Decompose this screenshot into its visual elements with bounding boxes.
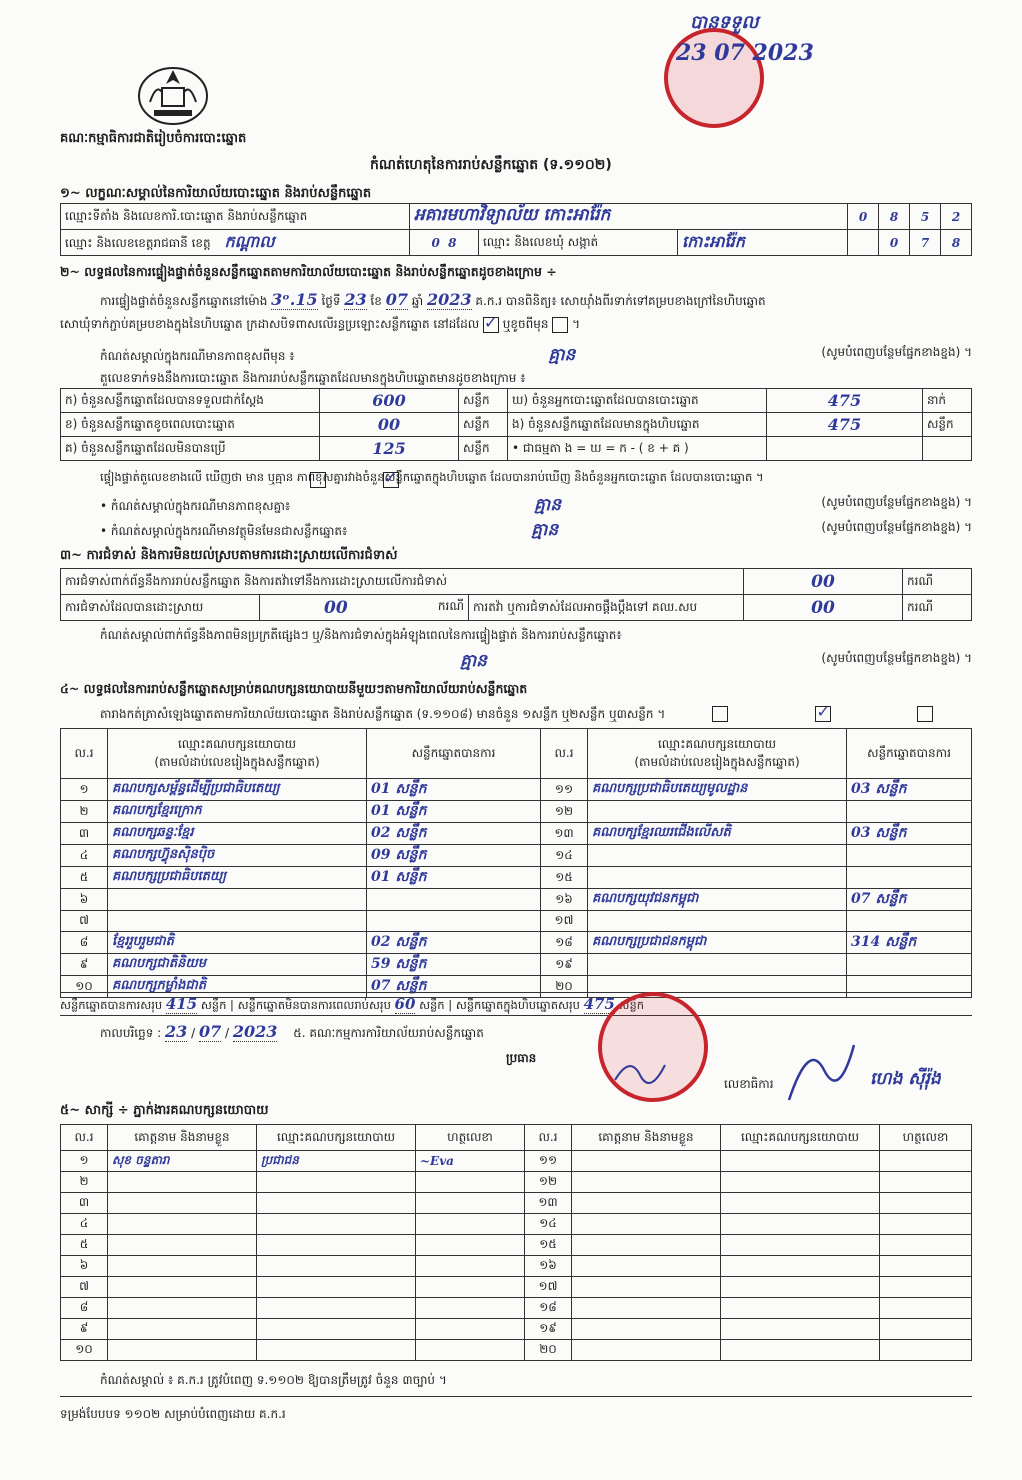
objection-row2-value: 00 <box>324 597 348 618</box>
witness-party <box>721 1298 880 1319</box>
witness-row <box>61 1235 972 1256</box>
result-no: ១៨ <box>541 932 588 954</box>
result-party <box>588 954 847 976</box>
compare-line <box>100 470 764 487</box>
total-unit: សន្លឹក <box>618 998 645 1012</box>
witness-party: ប្រជាជន <box>257 1151 416 1172</box>
witness-party <box>257 1214 416 1235</box>
result-votes: 07 សន្លឹក <box>367 976 541 998</box>
invalid-value: 60 <box>394 995 416 1013</box>
result-no: ១១ <box>541 779 588 801</box>
note2-suffix: (សូមបំពេញបន្ថែមផ្នែកខាងខ្នង) ។ <box>821 495 972 509</box>
result-no: ២ <box>61 801 108 823</box>
objection-row1-value: 00 <box>744 569 903 595</box>
result-no: ៦ <box>61 889 108 911</box>
objection-unit: ករណី <box>903 595 972 621</box>
witness-no: ១១ <box>525 1151 572 1172</box>
figure-left-unit: សន្លឹក <box>459 413 508 437</box>
valid-label: សន្លឹកឆ្នោតបានការសរុប <box>60 998 163 1012</box>
no-difference-checkbox[interactable] <box>383 472 399 488</box>
month-label: ខែ <box>370 294 382 308</box>
witness-name <box>572 1151 721 1172</box>
chair-signature-icon <box>610 1050 670 1090</box>
figure-right-label: ឃ) ចំនួនអ្នកបោះឆ្នោតដែលបានបោះឆ្នោត <box>508 389 767 413</box>
witness-party <box>721 1172 880 1193</box>
committee-name: គណៈកម្មាធិការជាតិរៀបចំការបោះឆ្នោត <box>60 131 247 146</box>
result-votes: 59 សន្លឹក <box>367 954 541 976</box>
witness-sign <box>416 1235 525 1256</box>
result-votes <box>847 911 972 932</box>
chair-label: ប្រធាន <box>506 1051 537 1065</box>
figure-left-label: គ) ចំនួនសន្លឹកឆ្នោតដែលមិនបានប្រើ <box>61 437 320 461</box>
figure-right-unit: នាក់ <box>923 389 972 413</box>
result-votes <box>847 801 972 823</box>
stamp-received-text: បានទទួល <box>690 12 759 33</box>
valid-unit: សន្លឹក <box>200 998 227 1012</box>
result-party: ខ្មែររួបរួមជាតិ <box>108 932 367 954</box>
w-col-sign: ហត្ថលេខា <box>880 1125 972 1151</box>
col-party: ឈ្មោះគណបក្សនយោបាយ <box>177 736 297 751</box>
col-party-sub: (តាមលំដាប់លេខរៀងក្នុងសន្លឹកឆ្នោត) <box>154 754 320 769</box>
witness-no: ១៥ <box>525 1235 572 1256</box>
section1-title: ១~ លក្ខណៈសម្គាល់នៃការិយាល័យបោះឆ្នោត និងរាប់សន្លឹកឆ្នោត <box>60 186 372 201</box>
result-party: គណបក្សហ៊្វុនស៊ិនប៉ិច <box>108 845 367 867</box>
note1-line <box>100 344 972 369</box>
result-row <box>61 801 972 823</box>
office-code-digit: 5 <box>910 204 941 230</box>
secretary-label: លេខាធិការ <box>724 1077 774 1091</box>
witness-no: ១ <box>61 1151 108 1172</box>
witness-party <box>257 1340 416 1361</box>
figure-right-value <box>767 437 923 461</box>
witness-sign <box>416 1256 525 1277</box>
seal-damaged-label: ឬខូចពីមុន <box>502 317 549 331</box>
witness-sign <box>416 1277 525 1298</box>
verify-suffix: គ.ក.រ បានពិនិត្យ៖ សោយ៉ាំងពីរទាក់ទៅគម្របខាងក្រៅនៃហិបឆ្នោត <box>475 294 766 308</box>
witness-sign <box>880 1277 972 1298</box>
result-votes: 02 សន្លឹក <box>367 823 541 845</box>
w-col-no: ល.រ <box>61 1125 108 1151</box>
col-votes: សន្លឹកឆ្នោតបានការ <box>847 729 972 779</box>
date-line: កាលបរិច្ឆេទ : 23 / 07 / 2023 ៥. គណៈកម្មការការិយាល័យរាប់សន្លឹកឆ្នោត <box>100 1022 484 1041</box>
figure-left-value: 00 <box>320 413 459 437</box>
witness-party <box>257 1319 416 1340</box>
office-label: ឈ្មោះទីតាំង និងលេខការិ.បោះឆ្នោត និងរាប់សន្លឹកឆ្នោត <box>61 204 410 230</box>
witness-name <box>108 1277 257 1298</box>
note2-value: គ្មាន <box>534 495 562 515</box>
figure-right-label: ង) ចំនួនសន្លឹកឆ្នោតដែលមានក្នុងហិបឆ្នោត <box>508 413 767 437</box>
note3-value: គ្មាន <box>531 520 559 540</box>
valid-value: 415 <box>165 995 198 1013</box>
witness-sign <box>880 1298 972 1319</box>
witness-party <box>721 1319 880 1340</box>
result-no: ១៦ <box>541 889 588 911</box>
result-votes <box>847 954 972 976</box>
witness-row <box>61 1193 972 1214</box>
witness-party <box>257 1298 416 1319</box>
witness-party <box>721 1214 880 1235</box>
section1-table <box>60 203 972 256</box>
witness-no: ៦ <box>61 1256 108 1277</box>
year-label: ឆ្នាំ <box>411 294 424 308</box>
witness-no: ៨ <box>61 1298 108 1319</box>
province-code-digit: 0 <box>431 235 440 250</box>
witness-party <box>257 1235 416 1256</box>
office-code-digit: 8 <box>879 204 910 230</box>
date-year: 2023 <box>232 1022 278 1041</box>
witness-sign <box>880 1193 972 1214</box>
result-no: ១០ <box>61 976 108 998</box>
figure-left-unit: សន្លឹក <box>459 437 508 461</box>
witness-sign <box>416 1340 525 1361</box>
figure-right-unit <box>923 437 972 461</box>
result-no: ៤ <box>61 845 108 867</box>
objection-note-value: គ្មាន <box>460 651 487 671</box>
witness-name <box>572 1340 721 1361</box>
seal-text: សោឃុំទាក់ភ្ជាប់គម្របខាងក្នុងនៃហិបឆ្នោត ក្រដាសបិទពាសលើរន្ធប្រឡោះសន្លឹកឆ្នោត នៅដដែល <box>60 317 480 331</box>
witness-name <box>572 1172 721 1193</box>
result-party: គណបក្សប្រជាធិបតេយ្យ <box>108 867 367 889</box>
result-party: គណបក្សប្រជាធិបតេយ្យមូលដ្ឋាន <box>588 779 847 801</box>
w-col-no: ល.រ <box>525 1125 572 1151</box>
witness-name <box>108 1172 257 1193</box>
witness-no: ១៤ <box>525 1214 572 1235</box>
form-footer: ទម្រង់បែបបទ ១១០២ សម្រាប់បំពេញដោយ គ.ក.រ <box>60 1407 286 1421</box>
w-col-party: ឈ្មោះគណបក្សនយោបាយ <box>257 1125 416 1151</box>
result-no: ៩ <box>61 954 108 976</box>
col-party-sub: (តាមលំដាប់លេខរៀងក្នុងសន្លឹកឆ្នោត) <box>634 754 800 769</box>
witness-name <box>572 1235 721 1256</box>
witness-sign: ~Eva <box>416 1151 525 1172</box>
result-votes <box>847 867 972 889</box>
verify-line <box>100 290 766 311</box>
result-no: ៥ <box>61 867 108 889</box>
result-party <box>588 867 847 889</box>
result-row <box>61 889 972 911</box>
objection-table <box>60 568 972 621</box>
witness-name <box>572 1319 721 1340</box>
date-label: កាលបរិច្ឆេទ <box>100 1026 154 1040</box>
secretary-name: ហេង ស៊ីរ៉ុង <box>870 1069 941 1089</box>
witness-name <box>572 1298 721 1319</box>
witness-sign <box>416 1319 525 1340</box>
witness-party <box>257 1277 416 1298</box>
footnote: កំណត់សម្គាល់ ៖ គ.ក.រ ត្រូវបំពេញ ទ.១១០២ ឱ្យបានត្រឹមត្រូវ ចំនួន ៣ច្បាប់ ។ <box>100 1373 447 1387</box>
col-party: ឈ្មោះគណបក្សនយោបាយ <box>657 736 777 751</box>
date-day: 23 <box>165 1022 188 1041</box>
witness-no: ២ <box>61 1172 108 1193</box>
result-party: គណបក្សប្រជាជនកម្ពុជា <box>588 932 847 954</box>
witness-name: សុខ ចន្ទតារា <box>108 1151 257 1172</box>
result-party: គណបក្សជាតិនិយម <box>108 954 367 976</box>
witness-no: ១៩ <box>525 1319 572 1340</box>
seal-line: សោឃុំទាក់ភ្ជាប់គម្របខាងក្នុងនៃហិបឆ្នោត ក្រដាសបិទពាសលើរន្ធប្រឡោះសន្លឹកឆ្នោត នៅដដែល ✓ ឬខូចពីមុន ។ <box>60 316 580 334</box>
section3-title: ៣~ ការជំទាស់ និងការមិនយល់ស្របតាមការដោះស្រាយលើការជំទាស់ <box>60 548 398 563</box>
objection-note-line <box>60 650 972 675</box>
result-party: គណបក្សសម្ព័ន្ធដើម្បីប្រជាធិបតេយ្យ <box>108 779 367 801</box>
witness-party <box>721 1151 880 1172</box>
note1-label: កំណត់សម្គាល់ក្នុងករណីមានភាពខុសពីមុន ៖ <box>100 349 295 363</box>
national-emblem-icon <box>136 62 210 126</box>
witness-row <box>61 1256 972 1277</box>
invalid-label: សន្លឹកឆ្នោតមិនបានការពេលរាប់សរុប <box>237 998 391 1012</box>
three-sheets-checkbox[interactable] <box>917 706 933 722</box>
verify-prefix: ការផ្ទៀងផ្ទាត់ចំនួនសន្លឹកឆ្នោតនៅម៉ោង <box>100 294 268 308</box>
result-votes: 09 សន្លឹក <box>367 845 541 867</box>
note1-suffix: (សូមបំពេញបន្ថែមផ្នែកខាងខ្នង) ។ <box>821 345 972 359</box>
has-difference-checkbox[interactable] <box>310 472 326 488</box>
witness-no: ២០ <box>525 1340 572 1361</box>
figure-left-label: ក) ចំនួនសន្លឹកឆ្នោតដែលបានទទួលជាក់ស្តែង <box>61 389 320 413</box>
result-party <box>588 911 847 932</box>
witness-no: ៩ <box>61 1319 108 1340</box>
province-value: កណ្តាល <box>224 231 275 251</box>
figure-right-value: 475 <box>767 389 923 413</box>
commune-code-digit: 0 <box>879 230 910 256</box>
col-no: ល.រ <box>541 729 588 779</box>
w-col-name: គោត្តនាម និងនាមខ្លួន <box>108 1125 257 1151</box>
witness-name <box>108 1298 257 1319</box>
result-votes <box>367 889 541 911</box>
result-votes <box>367 911 541 932</box>
witness-no: ៥ <box>61 1235 108 1256</box>
objection-row3-value: 00 <box>744 595 903 621</box>
one-sheet-checkbox[interactable] <box>712 706 728 722</box>
seal-intact-checkbox[interactable] <box>483 317 499 333</box>
stamp-date: 23 07 2023 <box>676 40 814 66</box>
result-no: ១៤ <box>541 845 588 867</box>
result-no: ៧ <box>61 911 108 932</box>
result-party <box>108 889 367 911</box>
note2-line <box>100 494 972 519</box>
figure-row <box>61 437 972 461</box>
section4-title: ៤~ លទ្ធផលនៃការរាប់សន្លឹកឆ្នោតសម្រាប់គណបក្សនយោបាយនីមួយៗតាមការិយាល័យរាប់សន្លឹកឆ្នោត <box>60 681 528 696</box>
result-no: ១៣ <box>541 823 588 845</box>
witness-row <box>61 1319 972 1340</box>
witness-party <box>721 1256 880 1277</box>
witness-sign <box>416 1298 525 1319</box>
figure-left-unit: សន្លឹក <box>459 389 508 413</box>
result-row <box>61 779 972 801</box>
footer-rule <box>60 1396 972 1397</box>
office-code-digit: 0 <box>848 204 879 230</box>
objection-unit: ករណី <box>437 598 464 613</box>
w-col-name: គោត្តនាម និងនាមខ្លួន <box>572 1125 721 1151</box>
objection-row1-label: ការជំទាស់ពាក់ព័ន្ធនឹងការរាប់សន្លឹកឆ្នោត និងការតវ៉ាទៅនឹងការដោះស្រាយលើការជំទាស់ <box>61 569 744 595</box>
witness-sign <box>416 1172 525 1193</box>
result-votes <box>847 845 972 867</box>
result-no: ១៧ <box>541 911 588 932</box>
result-no: ៣ <box>61 823 108 845</box>
total-value: 475 <box>583 995 615 1013</box>
witness-row <box>61 1277 972 1298</box>
office-code-digit: 2 <box>941 204 972 230</box>
result-no: ១៩ <box>541 954 588 976</box>
note1-value: គ្មាន <box>548 345 576 365</box>
witness-sign <box>880 1319 972 1340</box>
verify-month: 07 <box>385 290 408 309</box>
witness-party <box>257 1256 416 1277</box>
witness-table <box>60 1124 972 1361</box>
figures-table <box>60 388 972 461</box>
witness-name <box>108 1214 257 1235</box>
witness-no: ១០ <box>61 1340 108 1361</box>
witness-party <box>721 1340 880 1361</box>
witness-name <box>108 1235 257 1256</box>
witness-no: ៧ <box>61 1277 108 1298</box>
figure-right-value: 475 <box>767 413 923 437</box>
day-label: ថ្ងៃទី <box>321 294 341 308</box>
commune-code-digit: 8 <box>941 230 972 256</box>
w-col-sign: ហត្ថលេខា <box>416 1125 525 1151</box>
province-code-digit: 8 <box>448 235 457 250</box>
witness-name <box>108 1193 257 1214</box>
witness-name <box>572 1193 721 1214</box>
verify-day: 23 <box>344 290 367 309</box>
total-label: សន្លឹកឆ្នោតក្នុងហិបឆ្នោតសរុប <box>455 998 580 1012</box>
witness-party <box>721 1235 880 1256</box>
figure-left-value: 125 <box>320 437 459 461</box>
figure-right-label: • ជាធម្មតា ង = ឃ = ក - ( ខ + គ ) <box>508 437 767 461</box>
note2-label: • កំណត់សម្គាល់ក្នុងករណីមានភាពខុសគ្នា៖ <box>100 499 291 513</box>
figure-left-label: ខ) ចំនួនសន្លឹកឆ្នោតខូចពេលបោះឆ្នោត <box>61 413 320 437</box>
witness-name <box>572 1214 721 1235</box>
witness-row <box>61 1298 972 1319</box>
compare-text: ផ្ទៀងផ្ទាត់តួលេខខាងលើ ឃើញថា មាន ឬគ្មាន ភាពខុសគ្នារវាងចំនួនសន្លឹកឆ្នោតក្នុងហិបឆ្នោត ដែលបានរាប់ឃើញ និងចំនួនអ្នកបោះឆ្នោត ដែលបានបោះឆ្នោត ។ <box>100 470 764 484</box>
objection-note-suffix: (សូមបំពេញបន្ថែមផ្នែកខាងខ្នង) ។ <box>821 651 972 665</box>
witness-name <box>572 1256 721 1277</box>
result-votes: 02 សន្លឹក <box>367 932 541 954</box>
result-no: ២០ <box>541 976 588 998</box>
result-votes: 03 សន្លឹក <box>847 823 972 845</box>
totals-line: សន្លឹកឆ្នោតបានការសរុប 415 សន្លឹក | សន្លឹកឆ្នោតមិនបានការពេលរាប់សរុប 60 សន្លឹក | សន្លឹកឆ្នោតក្នុងហិបឆ្នោតសរុប 475 សន្លឹក <box>60 992 972 1016</box>
witness-name <box>108 1256 257 1277</box>
result-no: ១២ <box>541 801 588 823</box>
province-label: ឈ្មោះ និងលេខខេត្តរាជធានី ខេត្ត <box>65 235 211 250</box>
witness-party <box>721 1193 880 1214</box>
result-row <box>61 932 972 954</box>
figure-left-value: 600 <box>320 389 459 413</box>
result-party <box>588 801 847 823</box>
result-no: ១៥ <box>541 867 588 889</box>
result-votes: 03 សន្លឹក <box>847 779 972 801</box>
figure-row <box>61 413 972 437</box>
result-row <box>61 954 972 976</box>
verify-year: 2023 <box>427 290 472 309</box>
witness-sign <box>880 1256 972 1277</box>
witness-no: ១៣ <box>525 1193 572 1214</box>
note3-label: • កំណត់សម្គាល់ក្នុងករណីមានវត្ថុមិនមែនជាសន្លឹកឆ្នោត៖ <box>100 524 348 538</box>
col-no: ល.រ <box>61 729 108 779</box>
section5-title: ៥~ សាក្សី ÷ ភ្នាក់ងារគណបក្សនយោបាយ <box>60 1103 269 1118</box>
section4-intro: តារាងកត់ត្រាសំឡេងឆ្នោតតាមការិយាល័យបោះឆ្នោត និងរាប់សន្លឹកឆ្នោត (ទ.១១០៨) មានចំនួន ១សន្លឹក ឬ២សន្លឹក ឬ៣សន្លឹក ។ <box>100 707 666 721</box>
note3-line <box>100 519 972 544</box>
w-col-party: ឈ្មោះគណបក្សនយោបាយ <box>721 1125 880 1151</box>
witness-no: ៣ <box>61 1193 108 1214</box>
witness-name <box>108 1319 257 1340</box>
result-party: គណបក្សខ្មែរក្រោក <box>108 801 367 823</box>
note3-suffix: (សូមបំពេញបន្ថែមផ្នែកខាងខ្នង) ។ <box>821 520 972 534</box>
result-votes: 314 សន្លឹក <box>847 932 972 954</box>
result-row <box>61 867 972 889</box>
date-month: 07 <box>198 1022 222 1041</box>
result-party: គណបក្សខ្មែរឈរជើងលើសតិ <box>588 823 847 845</box>
witness-sign <box>880 1214 972 1235</box>
result-no: ៨ <box>61 932 108 954</box>
witness-no: ១៧ <box>525 1277 572 1298</box>
objection-unit: ករណី <box>903 569 972 595</box>
figures-intro: តួលេខទាក់ទងនឹងការបោះឆ្នោត និងការរាប់សន្លឹកឆ្នោតដែលមានក្នុងហិបឆ្នោតមានដូចខាងក្រោម ៖ <box>100 371 526 385</box>
invalid-unit: សន្លឹក <box>419 998 445 1012</box>
sign-committee: ៥. គណៈកម្មការការិយាល័យរាប់សន្លឹកឆ្នោត <box>293 1026 484 1040</box>
witness-no: ៤ <box>61 1214 108 1235</box>
result-party: គណបក្សកម្លាំងជាតិ <box>108 976 367 998</box>
result-row <box>61 823 972 845</box>
result-party: គណបក្សយុវជនកម្ពុជា <box>588 889 847 911</box>
witness-party <box>721 1277 880 1298</box>
witness-no: ១៦ <box>525 1256 572 1277</box>
section2-title: ២~ លទ្ធផលនៃការផ្ទៀងផ្ទាត់ចំនួនសន្លឹកឆ្នោតតាមការិយាល័យបោះឆ្នោត និងរាប់សន្លឹកឆ្នោតដូចខាងក្រោម ÷ <box>60 264 557 279</box>
witness-name <box>108 1340 257 1361</box>
witness-name <box>572 1277 721 1298</box>
witness-party <box>257 1193 416 1214</box>
col-votes: សន្លឹកឆ្នោតបានការ <box>367 729 541 779</box>
seal-damaged-checkbox[interactable] <box>552 317 568 333</box>
witness-sign <box>880 1151 972 1172</box>
result-row <box>61 911 972 932</box>
witness-party <box>257 1172 416 1193</box>
witness-sign <box>880 1340 972 1361</box>
witness-row <box>61 1172 972 1193</box>
result-no: ១ <box>61 779 108 801</box>
result-votes: 01 សន្លឹក <box>367 779 541 801</box>
result-votes: 01 សន្លឹក <box>367 867 541 889</box>
office-value: អគារមហាវិទ្យាល័យ កោះអារ៉ែក <box>410 204 848 230</box>
result-party <box>108 911 367 932</box>
figure-row <box>61 389 972 413</box>
witness-row <box>61 1340 972 1361</box>
witness-row <box>61 1214 972 1235</box>
witness-row <box>61 1151 972 1172</box>
results-table <box>60 728 972 998</box>
result-party: គណបក្សឆន្ទៈខ្មែរ <box>108 823 367 845</box>
objection-row2-label: ការជំទាស់ដែលបានដោះស្រាយ <box>61 595 260 621</box>
result-row <box>61 845 972 867</box>
result-votes: 07 សន្លឹក <box>847 889 972 911</box>
figure-right-unit: សន្លឹក <box>923 413 972 437</box>
two-sheets-checkbox[interactable] <box>815 706 831 722</box>
form-title: កំណត់ហេតុនៃការរាប់សន្លឹកឆ្នោត (ទ.១១០២) <box>370 157 612 173</box>
witness-no: ១២ <box>525 1172 572 1193</box>
witness-no: ១៨ <box>525 1298 572 1319</box>
witness-sign <box>416 1193 525 1214</box>
secretary-signature-icon <box>784 1030 864 1110</box>
result-party <box>588 845 847 867</box>
witness-sign <box>416 1214 525 1235</box>
result-votes: 01 សន្លឹក <box>367 801 541 823</box>
verify-time: 3ᵒ.15 <box>271 290 318 309</box>
objection-row3-label: ការតវ៉ា ឬការជំទាស់ដែលអាចផ្តឹងប្តឹងទៅ គឈ.សប <box>469 595 744 621</box>
commune-label: ឈ្មោះ និងលេខឃុំ សង្កាត់ <box>479 230 678 256</box>
witness-sign <box>880 1235 972 1256</box>
commune-code-digit: 7 <box>910 230 941 256</box>
objection-note-label: កំណត់សម្គាល់ពាក់ព័ន្ធនឹងភាពមិនប្រក្រតីផ្សេងៗ ឬ/និងការជំទាស់ក្នុងអំឡុងពេលនៃការផ្ទៀងផ្ទាត់ និងការរាប់សន្លឹកឆ្នោត៖ <box>100 628 622 642</box>
commune-value: កោះអារ៉ែក <box>678 230 848 256</box>
witness-sign <box>880 1172 972 1193</box>
